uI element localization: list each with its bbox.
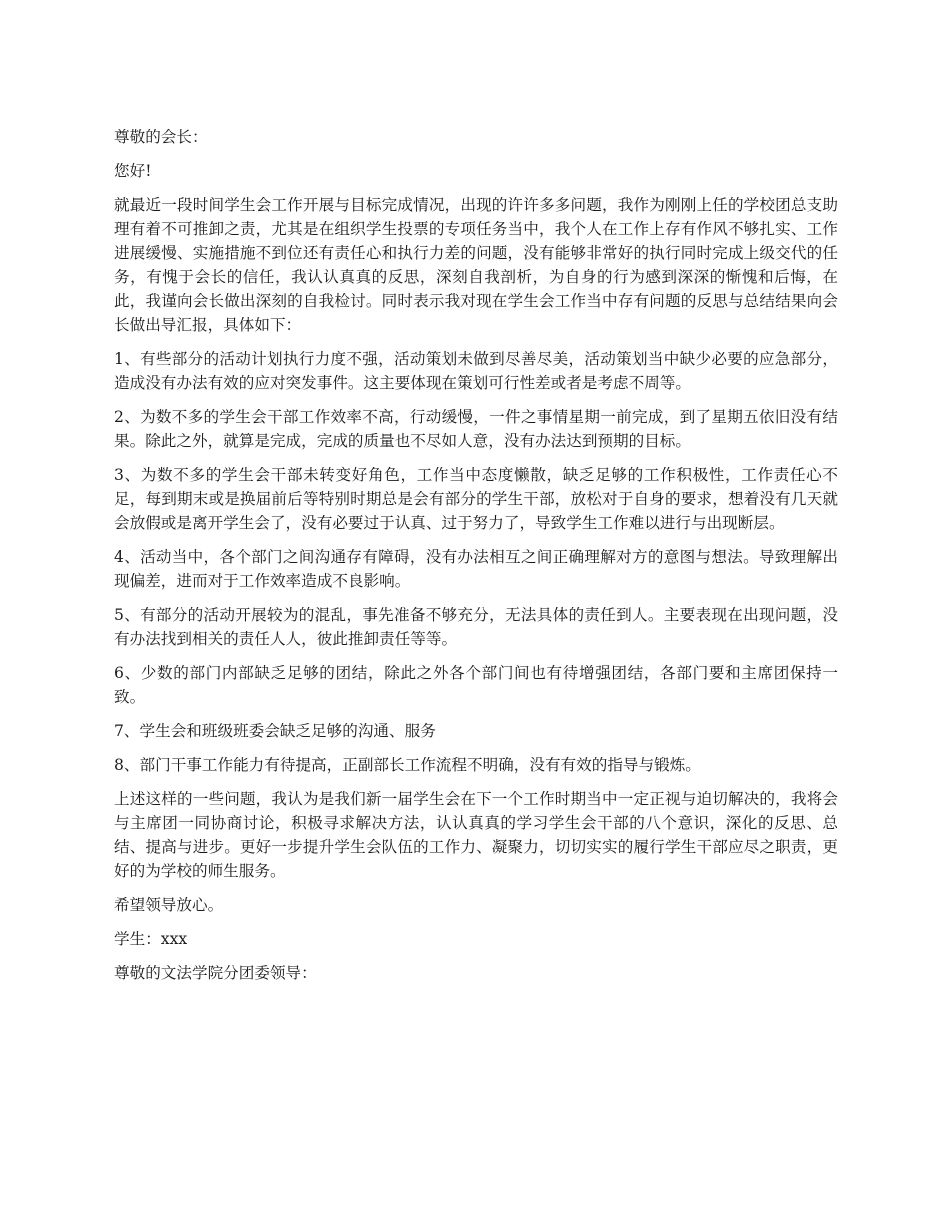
salutation: 尊敬的会长：: [114, 128, 208, 146]
letter-body: [114, 125, 838, 995]
point-3: 3、为数不多的学生会干部未转变好角色，工作当中态度懒散，缺乏足够的工作积极性，工作责任心不足，每到期末或是换届前后等特别时期总是会有部分的学生干部，放松对于自身的要求，想着没有几天就会放假或是离开学生会了，没有必要过于认真、过于努力了，导致学生工作难以进行与出现断层。: [114, 466, 838, 532]
next-salutation: 尊敬的文法学院分团委领导：: [114, 964, 317, 982]
point-1: 1、有些部分的活动计划执行力度不强，活动策划未做到尽善尽美，活动策划当中缺少必要的应急部分，造成没有办法有效的应对突发事件。这主要体现在策划可行性差或者是考虑不周等。: [114, 350, 838, 392]
point-4: 4、活动当中，各个部门之间沟通存有障碍，没有办法相互之间正确理解对方的意图与想法。导致理解出现偏差，进而对于工作效率造成不良影响。: [114, 548, 838, 590]
point-7: 7、学生会和班级班委会缺乏足够的沟通、服务: [114, 722, 436, 740]
greeting: 您好!: [114, 162, 152, 180]
point-2: 2、为数不多的学生会干部工作效率不高，行动缓慢，一件之事情星期一前完成，到了星期五依旧没有结果。除此之外，就算是完成，完成的质量也不尽如人意，没有办法达到预期的目标。: [114, 408, 838, 450]
intro-paragraph: 就最近一段时间学生会工作开展与目标完成情况，出现的许许多多问题，我作为刚刚上任的学校团总支助理有着不可推卸之责，尤其是在组织学生投票的专项任务当中，我个人在工作上存有作风不够扎实、工作进展缓慢、实施措施不到位还有责任心和执行力差的问题，没有能够非常好的执行同时完成上级交代的任务，有愧于会长的信任，我认认真真的反思，深刻自我剖析，为自身的行为感到深深的惭愧和后悔，在此，我谨向会长做出深刻的自我检讨。同时表示我对现在学生会工作当中存有问题的反思与总结结果向会长做出导汇报，具体如下：: [114, 196, 838, 334]
closing: 希望领导放心。: [114, 896, 224, 914]
point-8: 8、部门干事工作能力有待提高，正副部长工作流程不明确，没有有效的指导与锻炼。: [114, 756, 701, 774]
point-5: 5、有部分的活动开展较为的混乱，事先准备不够充分，无法具体的责任到人。主要表现在出现问题，没有办法找到相关的责任人人，彼此推卸责任等等。: [114, 606, 838, 648]
point-6: 6、少数的部门内部缺乏足够的团结，除此之外各个部门间也有待增强团结，各部门要和主席团保持一致。: [114, 664, 838, 706]
conclusion-paragraph: 上述这样的一些问题，我认为是我们新一届学生会在下一个工作时期当中一定正视与迫切解决的，我将会与主席团一同协商讨论，积极寻求解决方法，认认真真的学习学生会干部的八个意识，深化的反思、总结、提高与进步。更好一步提升学生会队伍的工作力、凝聚力，切切实实的履行学生干部应尽之职责，更好的为学校的师生服务。: [114, 790, 838, 880]
signature: 学生：xxx: [114, 930, 188, 948]
